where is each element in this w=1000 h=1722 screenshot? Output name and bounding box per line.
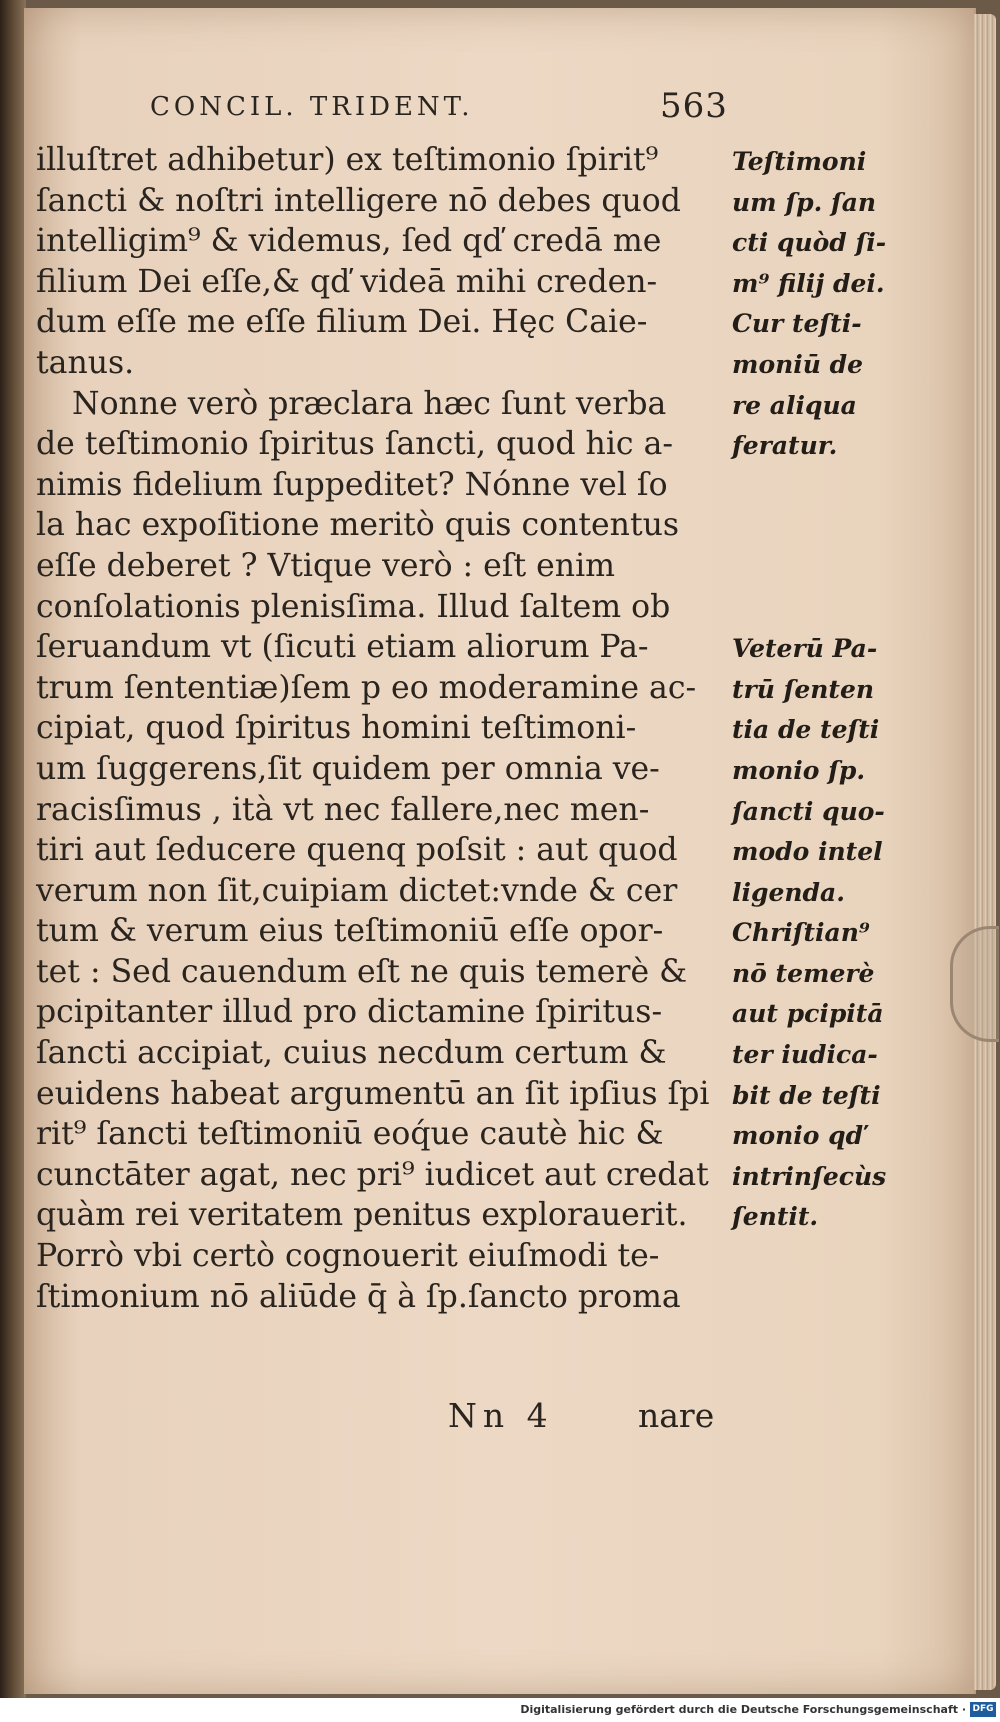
marginal-note-line: intrinſecùs [732,1161,887,1191]
body-line: tanus. [36,344,135,381]
folio-number: 563 [660,86,728,126]
body-line: cipiat, quod ſpiritus homini teſtimoni- [36,710,637,747]
body-line: ſancti accipiat, cuius necdum certum & [36,1035,667,1072]
body-line: la hac expoſitione meritò quis contentus [36,507,680,544]
signature-mark: Nn 4 [448,1396,554,1435]
body-line: cunctāter agat, nec pri⁹ iudicet aut credat [36,1156,709,1193]
body-line: conſolationis plenisſima. Illud ſaltem ob [36,588,671,625]
body-line: pcipitanter illud pro dictamine ſpiritus- [36,994,663,1031]
body-line: illuſtret adhibetur) ex teſtimonio ſpirit⁹ [36,142,659,178]
body-text-block [36,140,732,1317]
body-line: eſſe deberet ? Vtique verò : eſt enim [36,547,616,584]
running-head-title: CONCIL. TRIDENT. [150,92,474,122]
body-line: dum eſſe me eſſe filium Dei. Hęc Caie- [36,304,648,341]
dfg-logo: DFG [970,1702,996,1717]
marginal-note-line [732,507,892,548]
body-line: intelligim⁹ & videmus, ſed qď credā me [36,223,662,260]
body-line: ſtimonium nō aliūde q̄ à ſp.ſancto proma [36,1278,681,1315]
marginal-note-line [732,467,892,508]
marginal-note-line: tia de teſti [732,715,880,745]
marginal-note-line: cti quòd ſi- [732,228,887,258]
marginal-note-line: modo intel [732,837,883,867]
running-head [150,86,728,132]
body-line: tum & verum eius teſtimoniū eſſe opor- [36,913,664,950]
page-edges [974,14,996,1690]
body-line: Nonne verò præclara hæc ſunt verba [72,385,667,422]
marginal-note-line: Chriſtian⁹ [732,918,870,948]
body-line: tiri aut ſeducere quenq poſsit : aut quod [36,832,678,869]
body-line: filium Dei eſſe,& qď videā mihi creden- [36,263,658,300]
book-spine [0,0,26,1722]
funding-credit: Digitalisierung gefördert durch die Deutsche Forschungsgemeinschaft · [520,1703,966,1716]
body-line: rit⁹ ſancti teſtimoniū eoq́ue cautè hic & [36,1116,664,1153]
marginal-note-line [732,589,892,630]
body-line: nimis fidelium ſuppeditet? Nónne vel ſo [36,466,668,503]
body-line: tet : Sed cauendum eſt ne quis temerè & [36,953,688,990]
body-line: ſeruandum vt (ſicuti etiam aliorum Pa- [36,629,649,666]
marginal-note-line: ter iudica- [732,1040,878,1070]
marginal-note-line: aut pcipitā [732,999,884,1029]
marginal-note-line: um ſp. ſan [732,187,877,217]
marginal-note-line: nō temerè [732,958,875,988]
marginal-note-line: ſancti quo- [732,796,885,826]
body-line: euidens habeat argumentū an ſit ipſius ſpi [36,1075,710,1112]
body-line: um ſuggerens,ſit quidem per omnia ve- [36,750,660,787]
marginal-note-line: ſentit. [732,1202,819,1232]
marginal-note-line: monio ſp. [732,755,866,785]
body-line: de teſtimonio ſpiritus ſancti, quod hic a- [36,426,673,463]
marginal-note-line [732,548,892,589]
body-line: racisſimus , ità vt nec fallere,nec men- [36,791,650,828]
body-line: ſancti & noſtri intelligere nō debes quod [36,182,681,219]
marginal-note-line: Teſtimoni [732,147,867,176]
catchword: nare [638,1396,715,1435]
body-line: verum non ſit,cuipiam dictet:vnde & cer [36,872,678,909]
marginal-note-line: monio qď [732,1121,864,1151]
body-line: quàm rei veritatem penitus explorauerit. [36,1197,688,1234]
marginal-note-line: trū ſenten [732,674,875,704]
body-line: Porrò vbi certò cognouerit eiuſmodi te- [36,1238,660,1275]
marginal-notes [732,142,892,1238]
catchline [0,1396,760,1440]
marginal-note-line: re aliqua [732,390,857,420]
clasp-ribbon [950,926,999,1042]
marginal-note-line: moniū de [732,349,864,379]
body-line: trum ſententiæ)ſem p eo moderamine ac- [36,669,697,706]
marginal-note-line: bit de teſti [732,1080,881,1110]
marginal-note-line: Veterū Pa- [732,634,878,664]
footer-bar [0,1698,1000,1722]
marginal-note-line: feratur. [732,431,838,461]
marginal-note-line: Cur teſti- [732,309,862,339]
marginal-note-line: m⁹ filij dei. [732,268,885,298]
marginal-note-line: ligenda. [732,877,845,907]
